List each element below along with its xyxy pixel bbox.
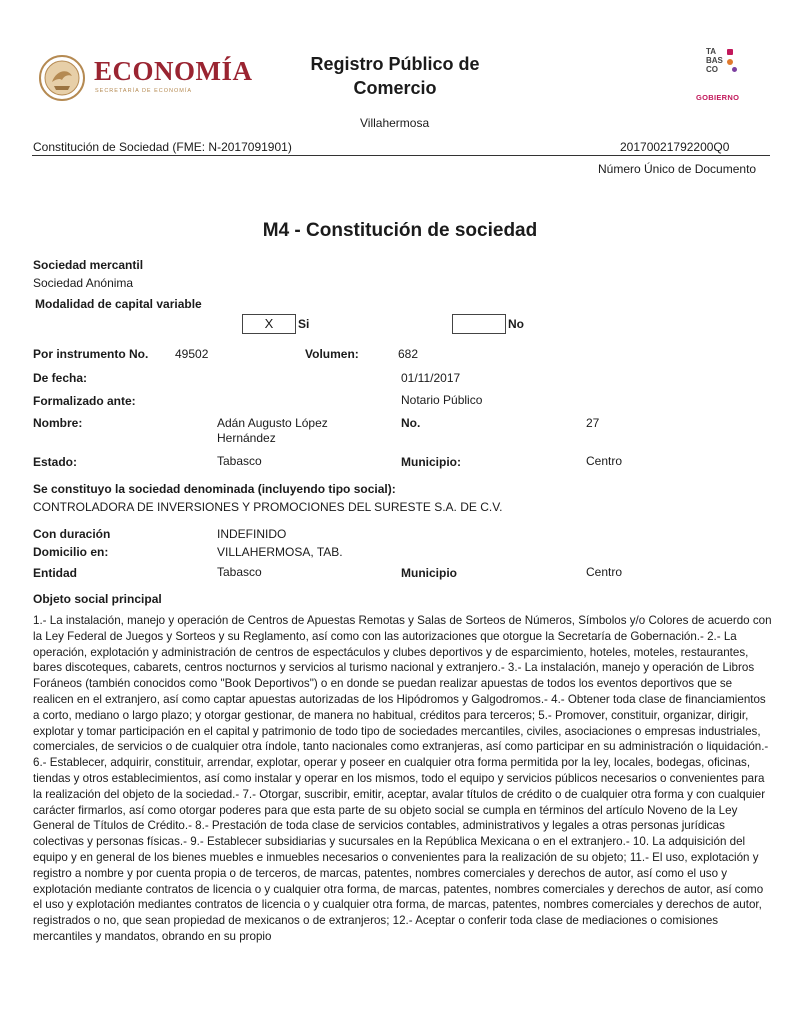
- tabasco-logo: [694, 47, 750, 107]
- formalizado-label: Formalizado ante:: [33, 394, 136, 408]
- document-number-label: Número Único de Documento: [598, 162, 757, 176]
- document-type: Constitución de Sociedad (FME: N-2017091901): [33, 140, 292, 154]
- denominacion-label: Se constituyo la sociedad denominada (incluyendo tipo social):: [33, 482, 396, 496]
- municipio2-value: Centro: [586, 565, 623, 579]
- document-number: 20170021792200Q0: [620, 140, 730, 154]
- form-title: M4 - Constitución de sociedad: [262, 220, 538, 241]
- page-title: [290, 52, 500, 100]
- volumen-value: 682: [398, 347, 419, 361]
- tabasco-l1: TA: [706, 47, 717, 56]
- objeto-text: 1.- La instalación, manejo y operación de Centros de Apuestas Remotas y Salas de Sorteos de Números, Símbolos y/o Colores de acuerdo con la Ley Federal de Juegos y Sorteos y su Reglamento, así como con las autorizaciones que otorgue la Secretaría de Gobernación.- 2.- La operación, explotación y administración de centros de espectáculos y clubes deportivos y de esparcimiento, hoteles, moteles, restaurantes, bares discoteques, cabarets, centros nocturnos y servicios al turismo nacional y extranjero.- 3.- La instalación, manejo y operación de Libros Foráneos (también conocidos como "Book Deportivos") o en donde se puedan realizar apuestas de todos los eventos deportivos que se realicen en el extranjero, así como captar apuestas autorizadas de los Hipódromos y Galgodromos.- 4.- Obtener toda clase de financiamientos a corto, mediano o largo plazo; y otorgar gestionar, de manera no habitual, créditos para terceros; 5.- Promover, constituir, organizar, dirigir, explotar y tomar participación en el capital y patrimonio de todo tipo de sociedades mercantiles, civiles, asociaciones o empresas industriales, comerciales, de servicios o de cualquier otra índole, tanto nacionales como extranjeras, así como participar en su administración o liquidación.- 6.- Establecer, adquirir, constituir, arrendar, explotar, operar y poseer en cualquier otra forma permitida por la ley, locales, bodegas, oficinas, tiendas y otros establecimientos, así como instalar y operar en los mismos, todo el equipo y servicios públicos necesarios o convenientes para la realización del objeto de la sociedad.- 7.- Otorgar, suscribir, emitir, aceptar, avalar títulos de crédito o de cualquier otra forma y con cualquier carácter firmarlos, así como otorgar poderes para que esta parte de su objeto social se cumpla en términos del artículo Noveno de la Ley General de Títulos de Crédito.- 8.- Prestación de toda clase de servicios contables, administrativos y legales a otras personas jurídicas colectivas y personas físicas.- 9.- Establecer subsidiarias y sucursales en la República Mexicana o en el extranjero.- 10. La adquisición del equipo y en general de los bienes muebles e inmuebles necesarios o convenientes para la realización de su objeto; 11.- El uso, explotación y registro a nombre y por cuenta propia o de terceros, de marcas, patentes, nombres comerciales y derechos de autor, así como el uso y explotación mediante contratos de licencia o y cualquier otra forma, de marcas, patentes, nombres comerciales y derechos de autor, así como el uso y explotación mediantes contratos de licencia o y cualquier otra forma, de marcas, patentes, nombres comerciales y derechos de autor, registrados o no, que sean propiedad de mexicanos o de extranjeros; 12.- Aceptar o conferir toda clase de mediaciones o comisiones mercantiles y mandatos, obrando en su propio: [33, 614, 772, 943]
- sociedad-mercantil-label: Sociedad mercantil: [33, 258, 144, 272]
- notario-no-label: No.: [401, 416, 421, 430]
- city: Villahermosa: [360, 116, 430, 130]
- denominacion-value: CONTROLADORA DE INVERSIONES Y PROMOCIONES DEL SURESTE S.A. DE C.V.: [33, 500, 503, 514]
- duracion-label: Con duración: [33, 527, 111, 541]
- tabasco-l2: BAS: [706, 56, 723, 65]
- estado-label: Estado:: [33, 455, 78, 469]
- nombre-value-2: Hernández: [217, 431, 276, 445]
- estado-value: Tabasco: [217, 454, 262, 468]
- nombre-label: Nombre:: [33, 416, 83, 430]
- tabasco-dot-icon: [727, 59, 733, 65]
- fecha-value: 01/11/2017: [401, 371, 461, 385]
- checkbox-si[interactable]: X: [242, 314, 296, 334]
- title-line-2: Comercio: [353, 78, 437, 98]
- volumen-label: Volumen:: [305, 347, 359, 361]
- no-label: No: [508, 317, 524, 331]
- domicilio-value: VILLAHERMOSA, TAB.: [217, 545, 343, 559]
- tabasco-dot-icon: [727, 49, 733, 55]
- instrumento-value: 49502: [175, 347, 209, 361]
- duracion-value: INDEFINIDO: [217, 527, 287, 541]
- si-label: Si: [298, 317, 310, 331]
- economia-logo: [38, 54, 278, 104]
- domicilio-label: Domicilio en:: [33, 545, 109, 559]
- municipio-label: Municipio:: [401, 455, 461, 469]
- header-divider: [32, 155, 770, 156]
- objeto-label: Objeto social principal: [33, 592, 162, 606]
- notario-no-value: 27: [586, 416, 600, 430]
- economia-wordmark: ECONOMÍA: [94, 56, 253, 86]
- instrumento-label: Por instrumento No.: [33, 347, 149, 361]
- municipio-value: Centro: [586, 454, 623, 468]
- municipio2-label: Municipio: [401, 566, 457, 580]
- tabasco-gov: GOBIERNO: [696, 93, 740, 102]
- entidad-label: Entidad: [33, 566, 77, 580]
- tabasco-dot-icon: [732, 67, 737, 72]
- sociedad-mercantil-value: Sociedad Anónima: [33, 276, 134, 290]
- economia-subtitle: SECRETARÍA DE ECONOMÍA: [95, 88, 193, 94]
- tabasco-l3: CO: [706, 65, 718, 74]
- modalidad-label: Modalidad de capital variable: [35, 297, 202, 311]
- formalizado-value: Notario Público: [401, 393, 483, 407]
- title-line-1: Registro Público de: [310, 54, 480, 74]
- nombre-value-1: Adán Augusto López: [217, 416, 328, 430]
- fecha-label: De fecha:: [33, 371, 88, 385]
- checkbox-no[interactable]: [452, 314, 506, 334]
- coat-of-arms-icon: [38, 54, 86, 102]
- entidad-value: Tabasco: [217, 565, 262, 579]
